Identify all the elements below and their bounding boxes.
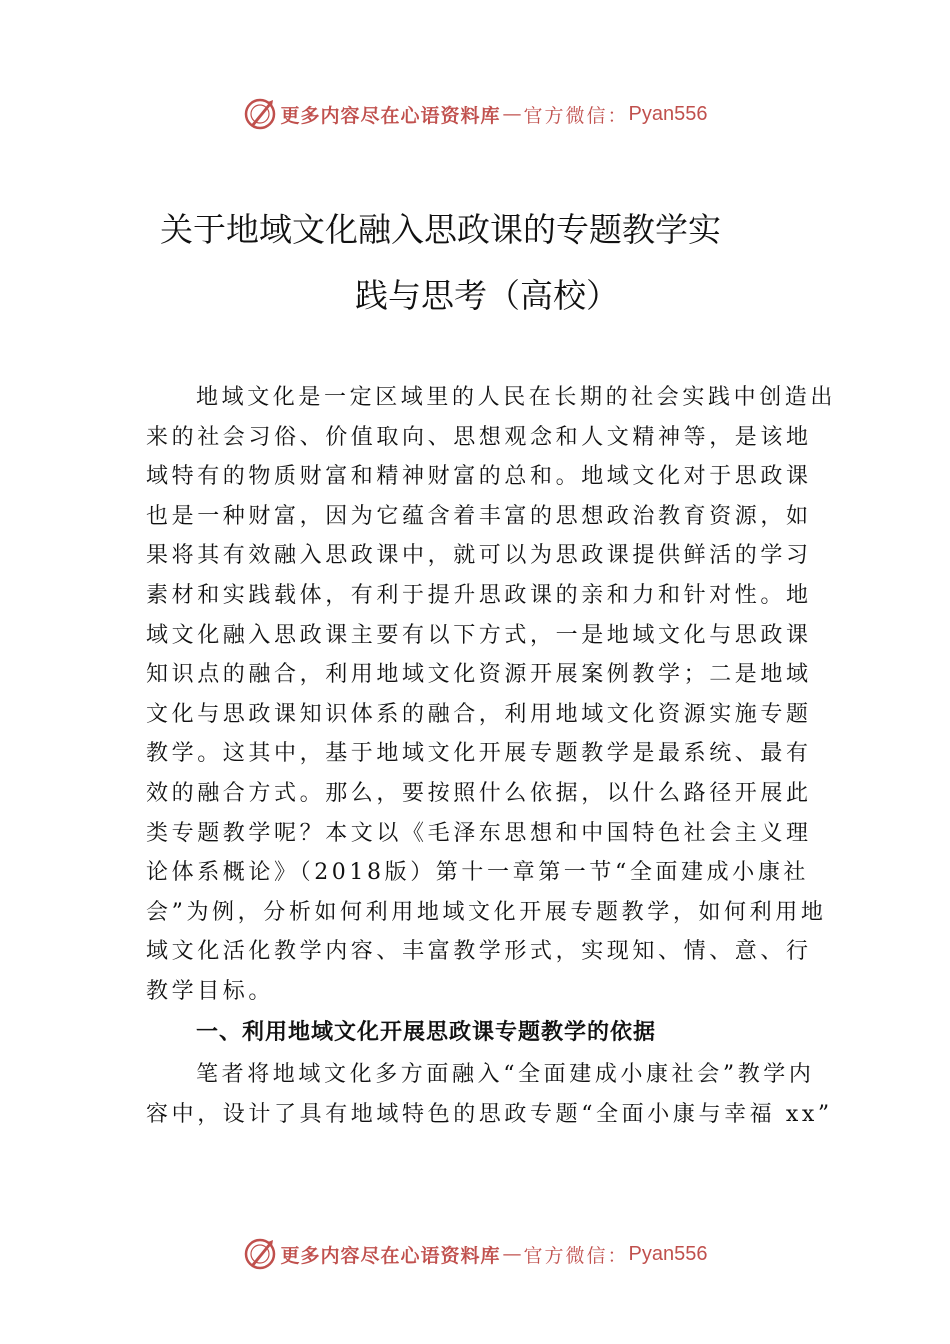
- body-paragraph-2: 笔者将地域文化多方面融入“全面建成小康社会”教学内容中，设计了具有地域特色的思政专题“全面小康与幸福 xx”: [146, 1062, 833, 1127]
- document-title-line2: 践与思考（高校）: [355, 276, 619, 315]
- banner-wechat-id: Pyan556: [628, 1242, 708, 1265]
- banner-wechat-label: 官方微信：: [523, 1244, 629, 1267]
- body-paragraph-1: 地域文化是一定区域里的人民在长期的社会实践中创造出来的社会习俗、价值取向、思想观念和人文精神等，是该地域特有的物质财富和精神财富的总和。地域文化对于思政课也是一种财富，因为它蕴含着丰富的思想政治教育资源，如果将其有效融入思政课中，就可以为思政课提供鲜活的学习素材和实践载体，有利于提升思政课的亲和力和针对性。地域文化融入思政课主要有以下方式，一是地域文化与思政课知识点的融合，利用地域文化资源开展案例教学；二是地域文化与思政课知识体系的融合，利用地域文化资源实施专题教学。这其中，基于地域文化开展专题教学是最系统、最有效的融合方式。那么，要按照什么依据，以什么路径开展此类专题教学呢？本文以《毛泽东思想和中国特色社会主义理论体系概论》（2018版）第十一章第一节“全面建成小康社会”为例，分析如何利用地域文化开展专题教学，如何利用地域文化活化教学内容、丰富教学形式，实现知、情、意、行教学目标。: [146, 385, 837, 1004]
- quill-seal-logo-icon: [243, 97, 277, 131]
- header-banner: [0, 92, 950, 136]
- banner-slogan: 更多内容尽在心语资料库: [280, 104, 501, 127]
- banner-dash: —: [502, 1243, 522, 1265]
- banner-wechat-id: Pyan556: [628, 102, 708, 125]
- banner-slogan: 更多内容尽在心语资料库: [280, 1244, 501, 1267]
- quill-seal-logo-icon: [243, 1237, 277, 1271]
- document-title-line1: 关于地域文化融入思政课的专题教学实: [160, 210, 721, 249]
- section-heading-1: 一、利用地域文化开展思政课专题教学的依据: [196, 1020, 657, 1045]
- footer-banner: [0, 1232, 950, 1276]
- banner-dash: —: [502, 103, 522, 125]
- banner-wechat-label: 官方微信：: [523, 104, 629, 127]
